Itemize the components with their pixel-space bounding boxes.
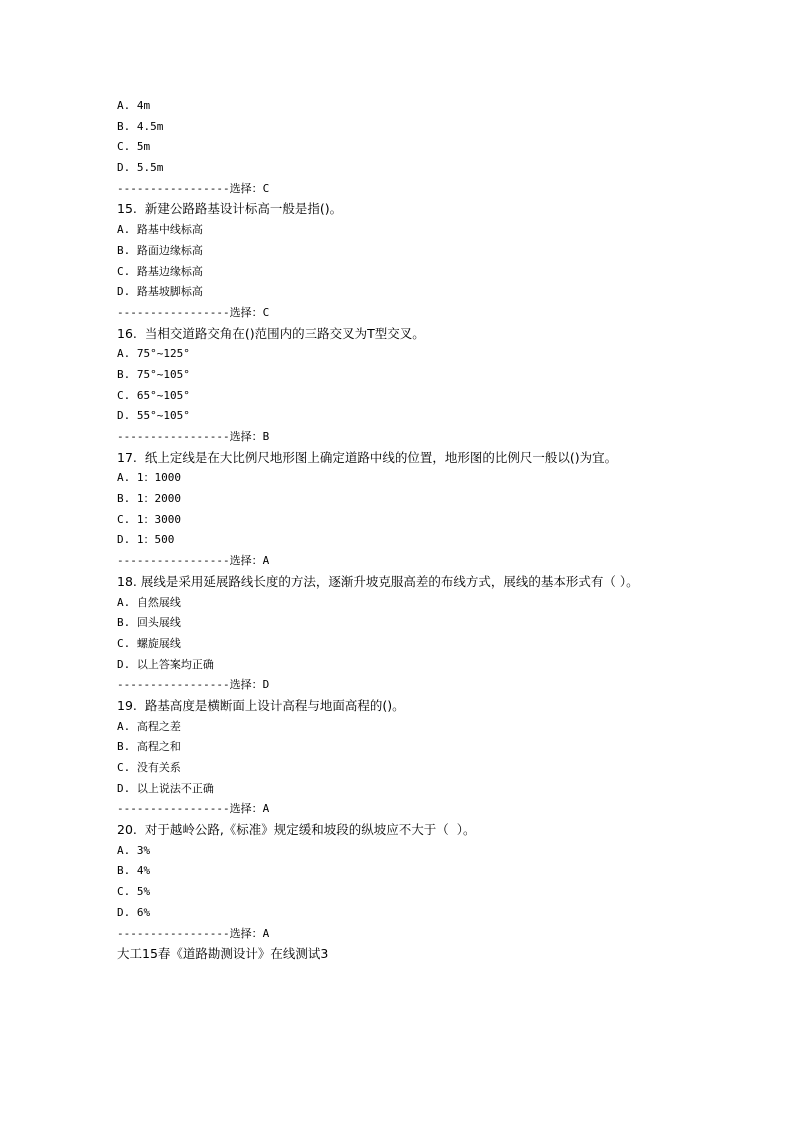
question-text: 16. 当相交道路交角在()范围内的三路交叉为T型交叉。	[117, 325, 425, 341]
answer-key: -----------------选择：A	[117, 554, 270, 568]
answer-option: D. 5.5m	[117, 161, 164, 175]
answer-key: -----------------选择：C	[117, 305, 270, 319]
question-text: 15. 新建公路路基设计标高一般是指()。	[117, 201, 343, 217]
answer-option: C. 65°~105°	[117, 388, 190, 402]
answer-option: B. 高程之和	[117, 740, 181, 754]
answer-option: D. 6%	[117, 905, 151, 919]
answer-key: -----------------选择：A	[117, 802, 270, 816]
answer-option: C. 5%	[117, 885, 151, 899]
question-text: 18. 展线是采用延展路线长度的方法，逐渐升坡克服高差的布线方式，展线的基本形式有（ ）。	[117, 573, 639, 589]
answer-option: C. 5m	[117, 140, 151, 154]
answer-option: B. 1：2000	[117, 492, 181, 506]
answer-option: C. 路基边缘标高	[117, 264, 203, 278]
answer-key: -----------------选择：C	[117, 181, 270, 195]
answer-option: B. 4.5m	[117, 119, 164, 133]
answer-option: B. 75°~105°	[117, 367, 190, 381]
answer-option: C. 螺旋展线	[117, 636, 181, 650]
question-text: 17. 纸上定线是在大比例尺地形图上确定道路中线的位置，地形图的比例尺一般以()为宜。	[117, 449, 618, 465]
answer-option: D. 以上说法不正确	[117, 781, 214, 795]
answer-option: D. 1：500	[117, 533, 175, 547]
answer-option: A. 4m	[117, 99, 151, 112]
document-footer-title: 大工15春《道路勘测设计》在线测试3	[117, 946, 329, 962]
answer-option: D. 55°~105°	[117, 409, 190, 423]
answer-option: D. 以上答案均正确	[117, 657, 214, 671]
answer-option: A. 3%	[117, 843, 151, 857]
answer-option: A. 1：1000	[117, 471, 181, 485]
answer-option: D. 路基坡脚标高	[117, 285, 203, 299]
answer-option: C. 没有关系	[117, 761, 181, 775]
answer-option: A. 自然展线	[117, 595, 181, 609]
answer-option: A. 路基中线标高	[117, 223, 203, 237]
question-text: 19. 路基高度是横断面上设计高程与地面高程的()。	[117, 697, 405, 713]
answer-option: B. 4%	[117, 864, 151, 878]
answer-option: C. 1：3000	[117, 512, 181, 526]
document-page	[117, 96, 687, 965]
answer-key: -----------------选择：D	[117, 678, 270, 692]
answer-key: -----------------选择：A	[117, 926, 270, 940]
question-text: 20. 对于越岭公路,《标准》规定缓和坡段的纵坡应不大于（ ）。	[117, 822, 476, 838]
answer-option: A. 高程之差	[117, 719, 181, 733]
question-list	[117, 96, 687, 944]
answer-option: B. 路面边缘标高	[117, 243, 203, 257]
answer-key: -----------------选择：B	[117, 430, 270, 443]
answer-option: B. 回头展线	[117, 616, 181, 630]
answer-option: A. 75°~125°	[117, 347, 190, 361]
